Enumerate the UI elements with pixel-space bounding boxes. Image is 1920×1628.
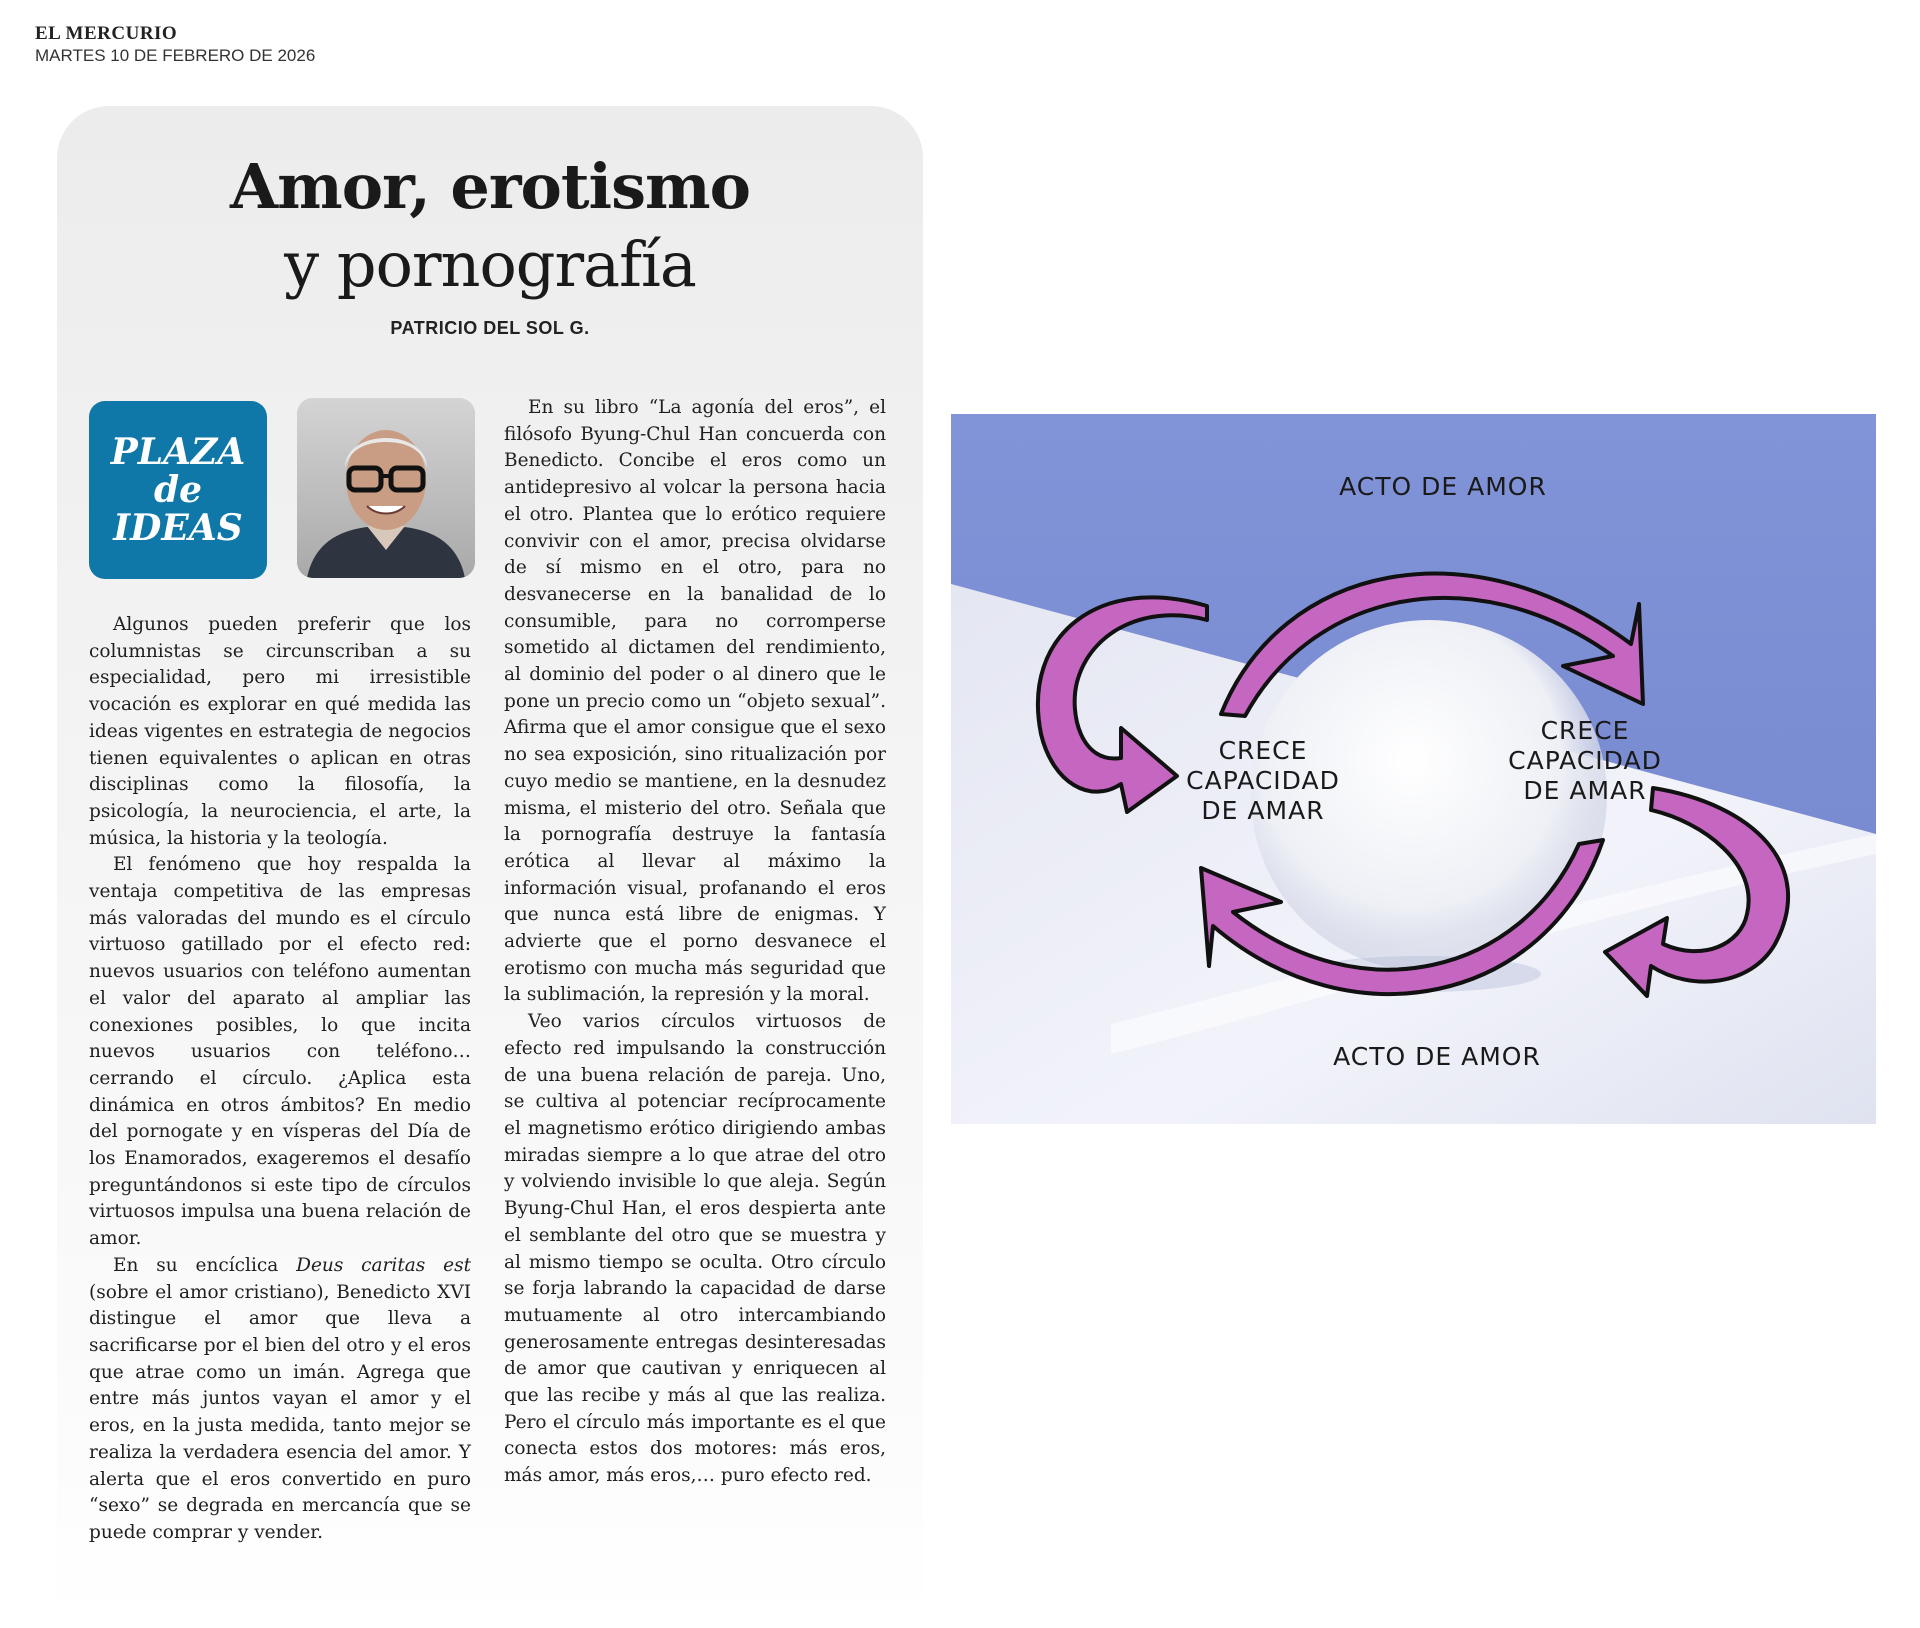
section-badge (89, 401, 267, 579)
virtuous-circle-illustration (951, 414, 1876, 1124)
encyclical-title: Deus caritas est (296, 1254, 472, 1276)
snowball-diagram (951, 414, 1876, 1124)
article-panel (57, 106, 923, 1621)
publication-date: MARTES 10 DE FEBRERO DE 2026 (35, 46, 316, 65)
label-acto-de-amor-bottom: ACTO DE AMOR (1333, 1042, 1541, 1071)
paragraph: En su encíclica Deus caritas est (sobre el amor cristiano), Benedicto XVI distingue el amor que lleva a sacrificarse por el bien del otro y el eros que atrae como un imán. Agrega que entre más juntos vayan el amor y el eros, en la justa medida, tanto mejor se realiza la verdadera esencia del amor. Y alerta que el eros convertido en puro “sexo” se degrada en mercancía que se puede comprar y vender. (89, 1254, 472, 1543)
paragraph: Veo varios círculos virtuosos de efecto red impulsando la construcción de una buena relación de pareja. Uno, se cultiva al potenciar recíprocamente el magnetismo erótico dirigiendo ambas miradas siempre a lo que atrae del otro y volviendo invisible lo que aleja. Según Byung-Chul Han, el eros despierta ante el semblante del otro que se muestra y al mismo tiempo se oculta. Otro círculo se forja labrando la capacidad de darse mutuamente al otro intercambiando generosamente entregas desinteresadas de amor que cautivan y enriquecen al que las recibe y más al que las realiza. Pero el círculo más importante es el que conecta estos dos motores: más eros, más amor, más eros,… puro efecto red. (504, 1011, 886, 1487)
title-line-1: Amor, erotismo (230, 150, 750, 223)
section-badge-line: PLAZA (110, 431, 246, 473)
paragraph: En su libro “La agonía del eros”, el filósofo Byung-Chul Han concuerda con Benedicto. Concibe el eros como un antidepresivo al volcar la persona hacia el otro. Plantea que lo erótico requiere convivir con el amor, precisa olvidarse de sí mismo en el otro, para no desvanecerse en la banalidad de lo consumible, para no corromperse sometido al dictamen del rendimiento, al dominio del poder o al dinero que le pone un precio como un “objeto sexual”. Afirma que el amor consigue que el sexo no sea exposición, sino ritualización por cuyo medio se mantiene, en la desnudez misma, el misterio del otro. Señala que la pornografía destruye la fantasía erótica al llevar al máximo la información visual, profanando el eros que nunca está libre de enigmas. Y advierte que el porno desvanece el erotismo con mucha más seguridad que la sublimación, la represión y la moral. (504, 397, 886, 1006)
title-line-2: y pornografía (284, 228, 696, 301)
author-byline: PATRICIO DEL SOL G. (390, 318, 590, 338)
author-photo (297, 398, 475, 578)
newspaper-name: EL MERCURIO (35, 23, 178, 44)
section-badge-line: de (153, 469, 203, 511)
label-crece-capacidad-left: CRECE CAPACIDAD DE AMAR (1186, 736, 1340, 825)
label-acto-de-amor-top: ACTO DE AMOR (1339, 472, 1547, 501)
masthead (35, 24, 315, 64)
label-crece-capacidad-right: CRECE CAPACIDAD DE AMAR (1508, 716, 1662, 805)
article-column-right (504, 395, 886, 1490)
article-title (57, 148, 923, 304)
article-column-left (89, 612, 471, 1547)
author-portrait-icon (297, 398, 475, 578)
section-badge-line: IDEAS (113, 507, 243, 549)
paragraph: Algunos pueden preferir que los columnistas se circunscriban a su especialidad, pero mi irresistible vocación es explorar en qué medida las ideas vigentes en estrategia de negocios tienen equivalentes o aplican en otras disciplinas como la filosofía, la psicología, la neurociencia, el arte, la música, la historia y la teología. (89, 614, 471, 849)
paragraph: El fenómeno que hoy respalda la ventaja competitiva de las empresas más valoradas del mundo es el círculo virtuoso gatillado por el efecto red: nuevos usuarios con teléfono aumentan el valor del aparato al ampliar las conexiones posibles, lo que incita nuevos usuarios con teléfono… cerrando el círculo. ¿Aplica esta dinámica en otros ámbitos? En medio del pornogate y en vísperas del Día de los Enamorados, exageremos el desafío preguntándonos si este tipo de círculos virtuosos impulsa una buena relación de amor. (89, 854, 471, 1250)
